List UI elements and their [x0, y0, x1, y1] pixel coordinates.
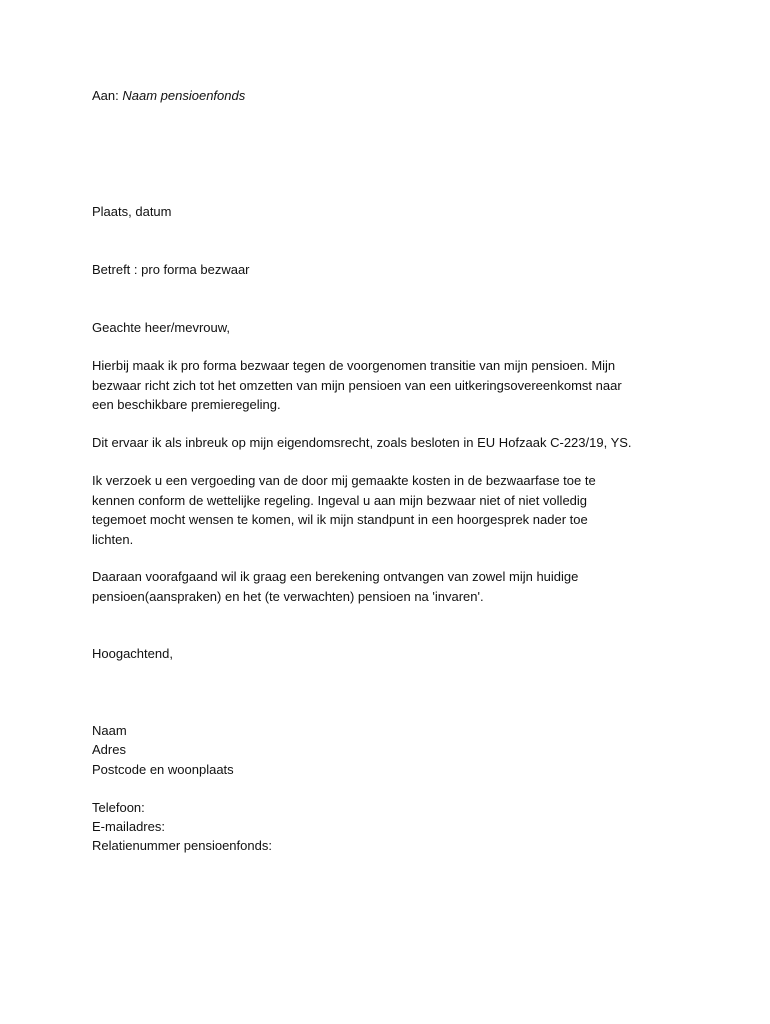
paragraph-line: tegemoet mocht wensen te komen, wil ik mijn standpunt in een hoorgesprek nader toe	[92, 512, 588, 527]
paragraph-line: Ik verzoek u een vergoeding van de door mij gemaakte kosten in de bezwaarfase toe te	[92, 473, 596, 488]
paragraph-line: Daaraan voorafgaand wil ik graag een berekening ontvangen van zowel mijn huidige	[92, 569, 579, 584]
recipient-name: Naam pensioenfonds	[122, 88, 246, 103]
recipient-label: Aan:	[92, 88, 119, 103]
sender-address: Adres	[92, 742, 126, 757]
paragraph-calculation-request	[92, 567, 692, 606]
paragraph-property-right	[92, 433, 692, 453]
sender-phone: Telefoon:	[92, 800, 145, 815]
paragraph-line: Hierbij maak ik pro forma bezwaar tegen de voorgenomen transitie van mijn pensioen. Mijn	[92, 358, 616, 373]
paragraph-line: een beschikbare premieregeling.	[92, 397, 281, 412]
closing: Hoogachtend,	[92, 646, 173, 661]
sender-name: Naam	[92, 723, 127, 738]
recipient-line	[92, 86, 245, 106]
paragraph-line: bezwaar richt zich tot het omzetten van mijn pensioen van een uitkeringsovereenkomst naar	[92, 377, 622, 393]
paragraph-line: kennen conform de wettelijke regeling. Ingeval u aan mijn bezwaar niet of niet volledig	[92, 492, 588, 508]
paragraph-line: pensioen(aanspraken) en het (te verwachten) pensioen na 'invaren'.	[92, 588, 484, 604]
paragraph-objection	[92, 356, 692, 415]
paragraph-line: lichten.	[92, 531, 134, 547]
place-date: Plaats, datum	[92, 204, 172, 219]
subject-line: Betreft : pro forma bezwaar	[92, 262, 250, 277]
salutation: Geachte heer/mevrouw,	[92, 320, 231, 335]
paragraph-costs-request	[92, 471, 692, 549]
sender-email: E-mailadres:	[92, 819, 165, 834]
sender-postcode-city: Postcode en woonplaats	[92, 762, 234, 777]
sender-relation-number: Relatienummer pensioenfonds:	[92, 838, 272, 853]
paragraph-line: Dit ervaar ik als inbreuk op mijn eigendomsrecht, zoals besloten in EU Hofzaak C-223/19, YS.	[92, 435, 632, 450]
